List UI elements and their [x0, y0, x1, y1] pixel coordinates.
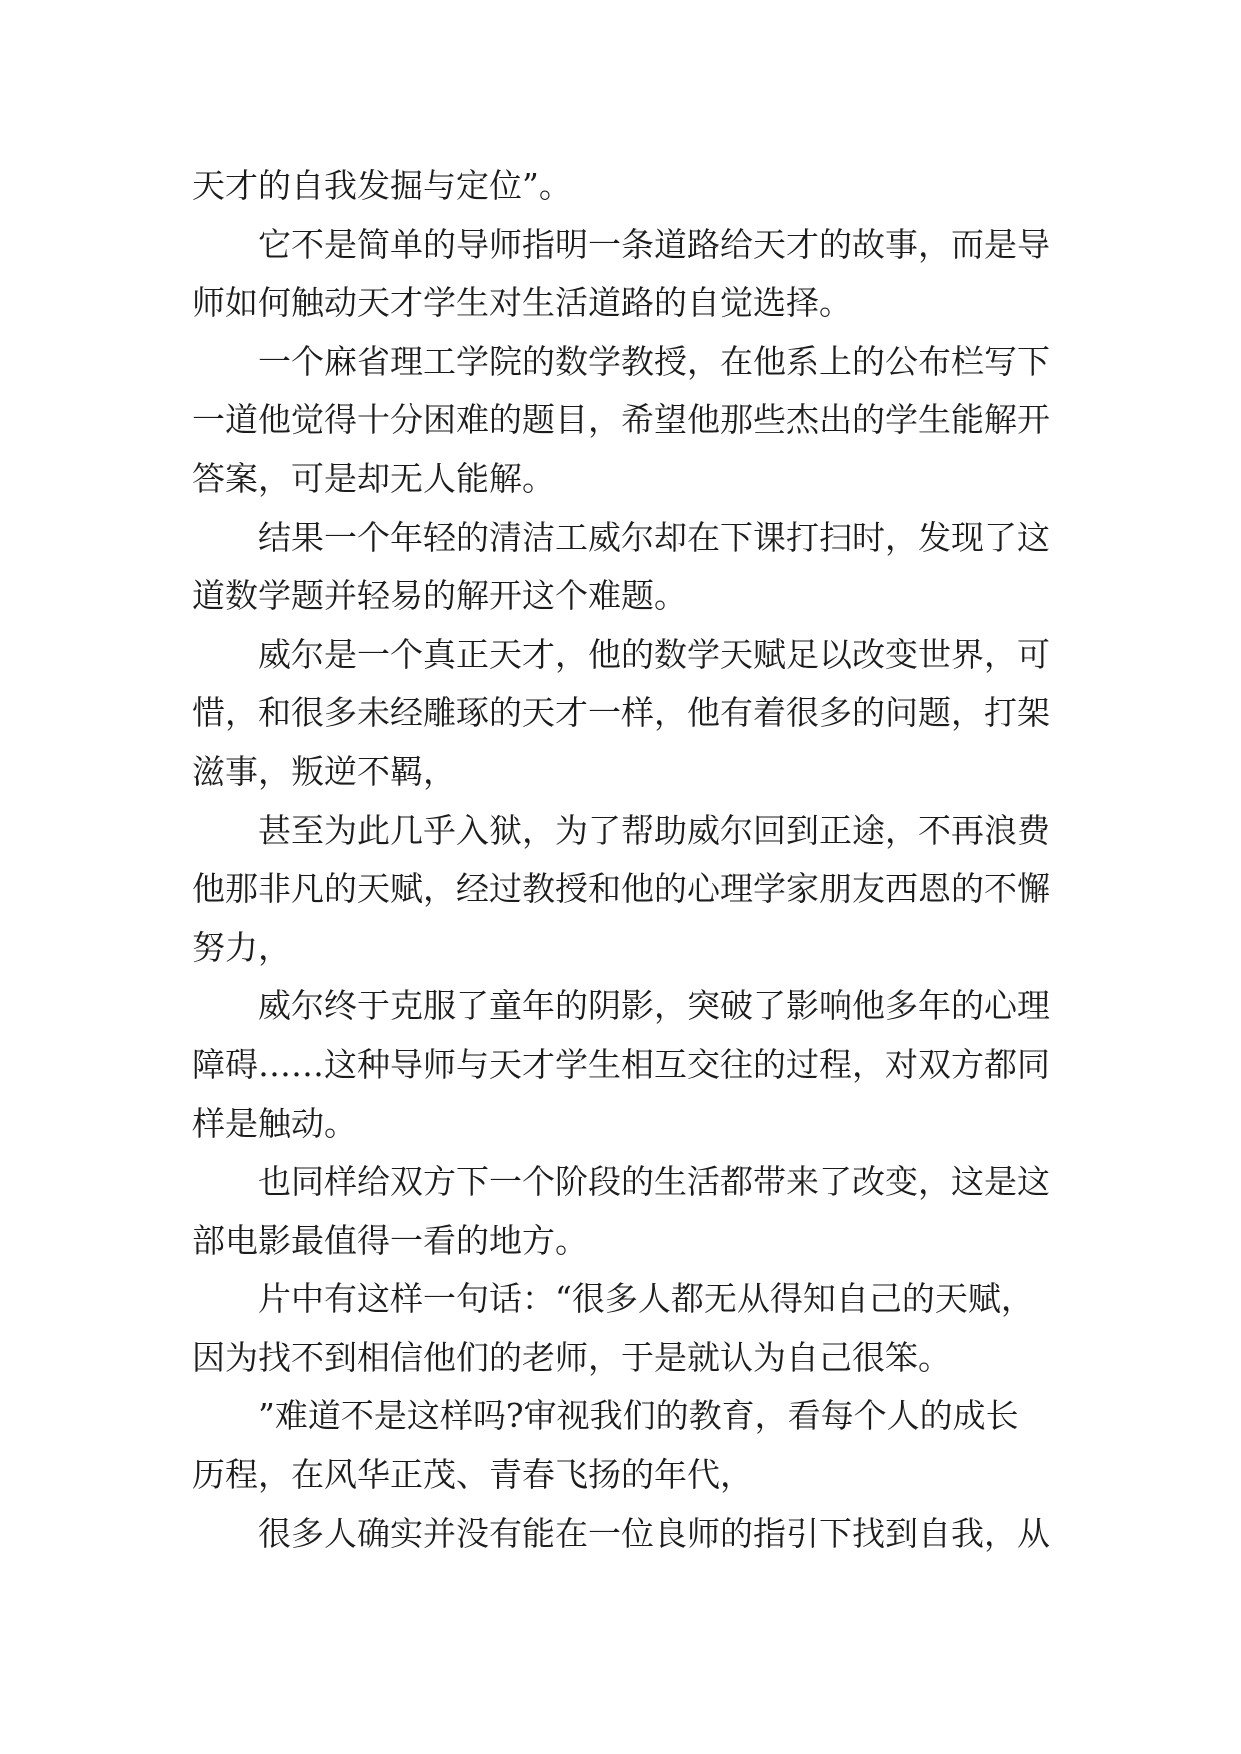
text-line: 道数学题并轻易的解开这个难题。	[192, 576, 687, 616]
text-line: 天才的自我发掘与定位”。	[192, 166, 572, 205]
text-line: 部电影最值得一看的地方。	[192, 1220, 588, 1260]
paragraph-first-line: 很多人确实并没有能在一位良师的指引下找到自我，从	[258, 1513, 1050, 1553]
text-line: 答案，可是却无人能解。	[192, 458, 555, 498]
paragraph-first-line: 它不是简单的导师指明一条道路给天才的故事，而是导	[258, 224, 1050, 264]
paragraph	[192, 802, 1072, 978]
text-line: 样是触动。	[192, 1103, 357, 1143]
text-line: 一道他觉得十分困难的题目，希望他那些杰出的学生能解开	[192, 400, 1050, 440]
paragraph-first-line: 威尔终于克服了童年的阴影，突破了影响他多年的心理	[258, 986, 1050, 1026]
paragraph	[192, 1505, 1072, 1564]
paragraph	[192, 1270, 1072, 1387]
text-line: 师如何触动天才学生对生活道路的自觉选择。	[192, 283, 852, 323]
text-line: 滋事，叛逆不羁，	[192, 751, 456, 791]
paragraph-first-line: 威尔是一个真正天才，他的数学天赋足以改变世界，可	[258, 634, 1050, 674]
text-line: 努力，	[192, 927, 291, 967]
continued-paragraph	[192, 157, 1072, 216]
paragraph	[192, 1153, 1072, 1270]
paragraph-first-line: 一个麻省理工学院的数学教授，在他系上的公布栏写下	[258, 341, 1050, 381]
paragraph-first-line: 结果一个年轻的清洁工威尔却在下课打扫时，发现了这	[258, 517, 1050, 557]
paragraph-first-line: ”难道不是这样吗?审视我们的教育，看每个人的成长	[258, 1396, 1019, 1436]
text-line: 惜，和很多未经雕琢的天才一样，他有着很多的问题，打架	[192, 693, 1050, 733]
body-text	[192, 157, 1072, 1563]
paragraph	[192, 509, 1072, 626]
paragraph-first-line: 片中有这样一句话：“很多人都无从得知自己的天赋，	[258, 1279, 1034, 1319]
text-line: 障碍……这种导师与天才学生相互交往的过程，对双方都同	[192, 1044, 1050, 1084]
paragraph	[192, 626, 1072, 802]
text-line: 因为找不到相信他们的老师，于是就认为自己很笨。	[192, 1337, 951, 1377]
paragraph	[192, 333, 1072, 509]
paragraph-first-line: 甚至为此几乎入狱，为了帮助威尔回到正途，不再浪费	[258, 810, 1050, 850]
text-line: 历程，在风华正茂、青春飞扬的年代，	[192, 1455, 753, 1495]
paragraph-first-line: 也同样给双方下一个阶段的生活都带来了改变，这是这	[258, 1162, 1050, 1202]
paragraph	[192, 1387, 1072, 1504]
paragraph	[192, 216, 1072, 333]
text-line: 他那非凡的天赋，经过教授和他的心理学家朋友西恩的不懈	[192, 869, 1050, 909]
paragraph	[192, 977, 1072, 1153]
